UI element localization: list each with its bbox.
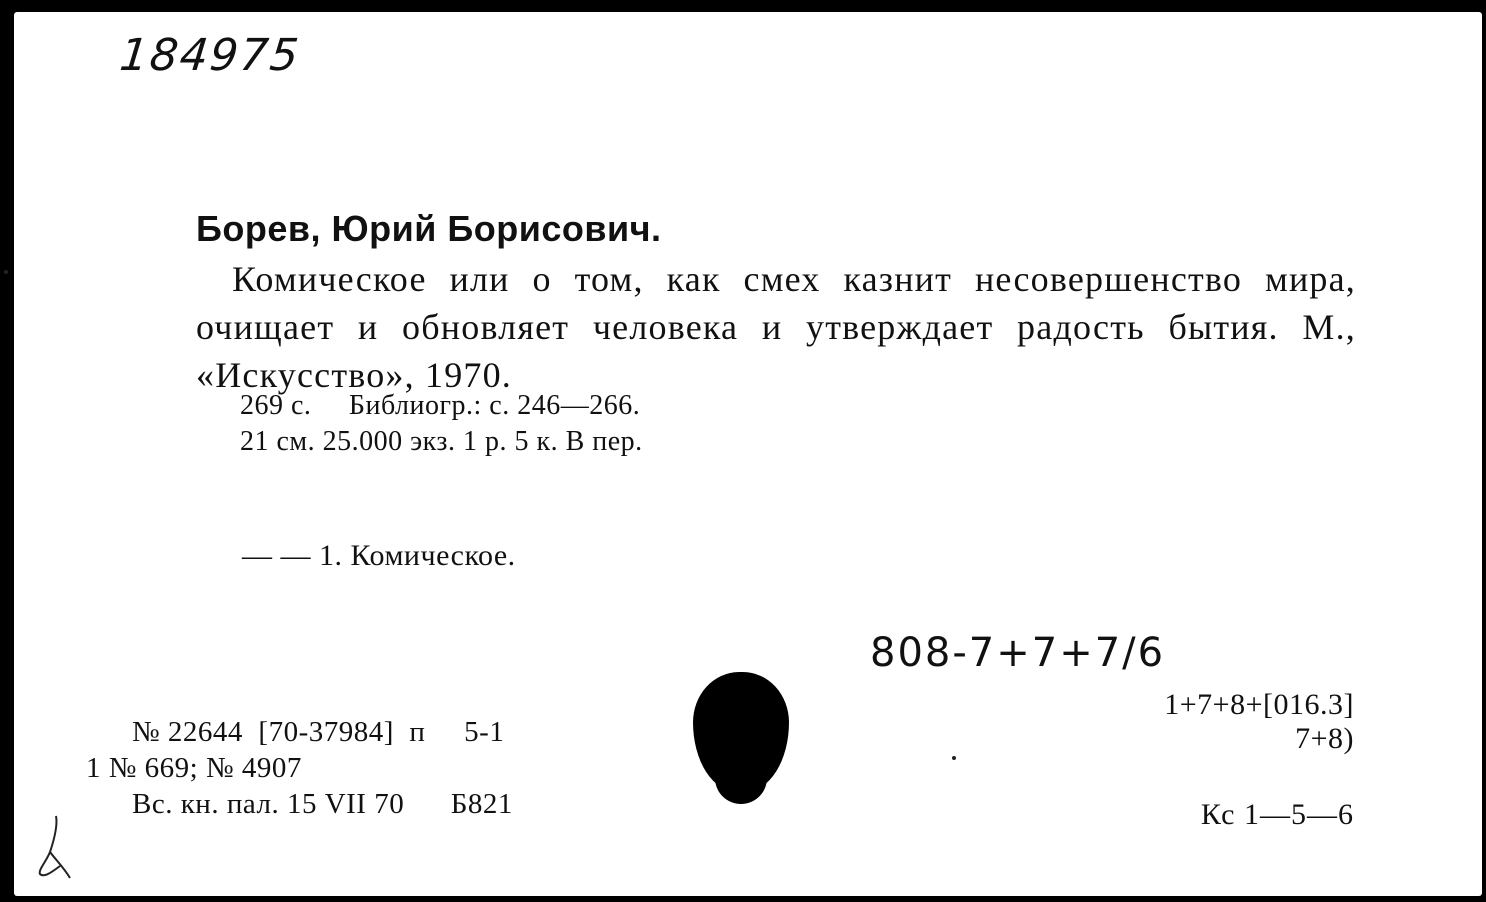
title-and-imprint: Комическое или о том, как смех казнит несовершенство мира, очищает и обновляет человека и утверждает радость бытия. М., «Искусство», 1970. [196,259,1356,395]
author-heading: Борев, Юрий Борисович. [196,208,662,249]
kc-code: Кс 1—5—6 [1200,798,1354,831]
speck [4,270,8,274]
ink-blot-tail [715,752,767,804]
classification-index-line-2: 7+8) [1295,722,1354,755]
physical-description-line-2: 21 см. 25.000 экз. 1 р. 5 к. В пер. [240,426,643,457]
physical-description-line-1: 269 с. Библиогр.: с. 246—266. [240,390,641,421]
handwritten-mark-icon [36,812,76,882]
handwritten-accession-number: 184975 [117,30,303,81]
catalog-card [14,12,1482,896]
registration-line-1: № 22644 [70-37984] п 5-1 [132,716,505,748]
registration-line-3: Вс. кн. пал. 15 VII 70 Б821 [132,788,513,820]
subject-heading: — — 1. Комическое. [242,539,516,572]
classification-index-line-1: 1+7+8+[016.3] [1164,688,1354,721]
registration-line-2: 1 № 669; № 4907 [86,752,302,784]
handwritten-classification: 808-7+7+7/6 [870,630,1166,676]
speck [952,756,956,760]
